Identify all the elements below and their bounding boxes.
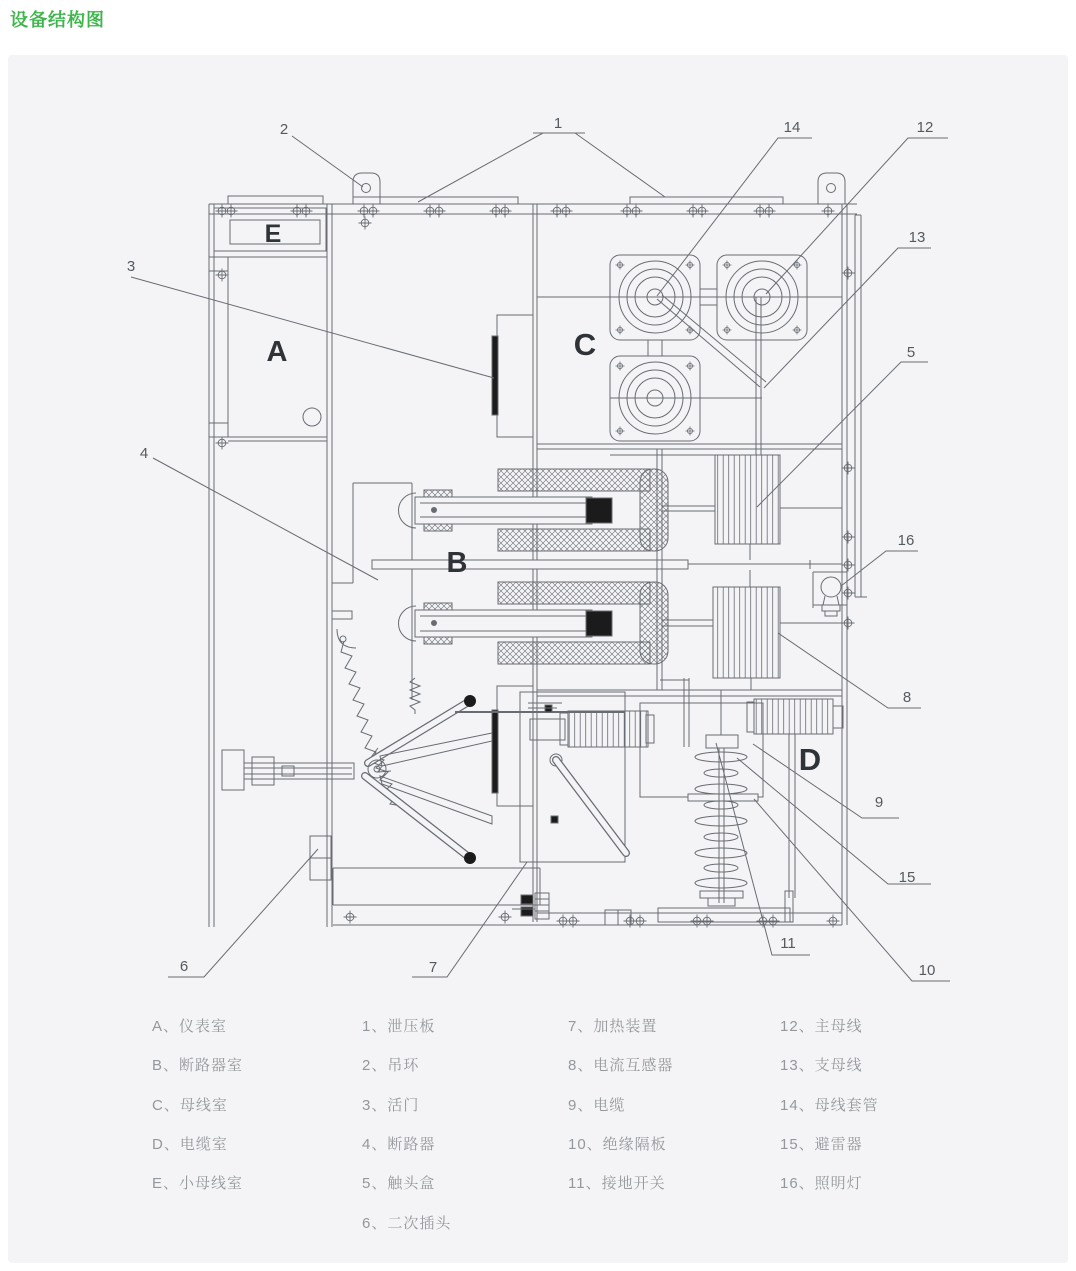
callout-2: 2 [279,121,289,138]
legend-item: 12、主母线 [780,1018,863,1036]
callout-14: 14 [783,119,801,136]
legend-item: C、母线室 [152,1096,228,1114]
callout-10: 10 [918,962,936,979]
room-label-b: B [446,547,468,579]
callout-6: 6 [179,958,189,975]
legend-item: E、小母线室 [152,1175,244,1193]
legend-item: 16、照明灯 [780,1175,863,1193]
callout-1: 1 [553,115,563,132]
callout-9: 9 [874,794,884,811]
legend-item: B、断路器室 [152,1057,244,1075]
legend-item: A、仪表室 [152,1018,228,1036]
callout-5: 5 [906,344,916,361]
legend-column-rooms [152,1006,243,1202]
legend-column-12-16 [780,1006,879,1202]
legend-item: 7、加热装置 [568,1018,658,1036]
legend-item: 5、触头盒 [362,1175,436,1193]
legend-column-7-11 [568,1006,673,1202]
room-label-c: C [573,327,597,362]
legend-item: 4、断路器 [362,1136,436,1154]
legend-item: 3、活门 [362,1096,420,1114]
room-label-a: A [266,336,288,368]
legend-item: 15、避雷器 [780,1136,863,1154]
callout-3: 3 [126,258,136,275]
room-label-e: E [264,220,282,248]
room-label-d: D [798,742,822,777]
callout-4: 4 [139,445,149,462]
legend-item: 2、吊环 [362,1057,420,1075]
legend-item: 11、接地开关 [568,1175,666,1193]
callout-16: 16 [897,532,915,549]
legend-item: 8、电流互感器 [568,1057,674,1075]
callout-11: 11 [780,935,796,952]
legend-item: 13、支母线 [780,1057,863,1075]
legend-column-1-6 [362,1006,451,1242]
callout-8: 8 [902,689,912,706]
legend-item: 14、母线套管 [780,1096,879,1114]
page-title: 设备结构图 [10,10,105,30]
callout-13: 13 [908,229,926,246]
callout-7: 7 [428,959,438,976]
callout-15: 15 [898,869,916,886]
legend-item: 9、电缆 [568,1096,626,1114]
callout-12: 12 [916,119,934,136]
cable-room [528,678,843,925]
legend-item: 1、泄压板 [362,1018,436,1036]
legend-item: 10、绝缘隔板 [568,1136,667,1154]
legend-item: D、电缆室 [152,1136,228,1154]
legend-item: 6、二次插头 [362,1214,452,1232]
leader-lines [131,133,950,981]
